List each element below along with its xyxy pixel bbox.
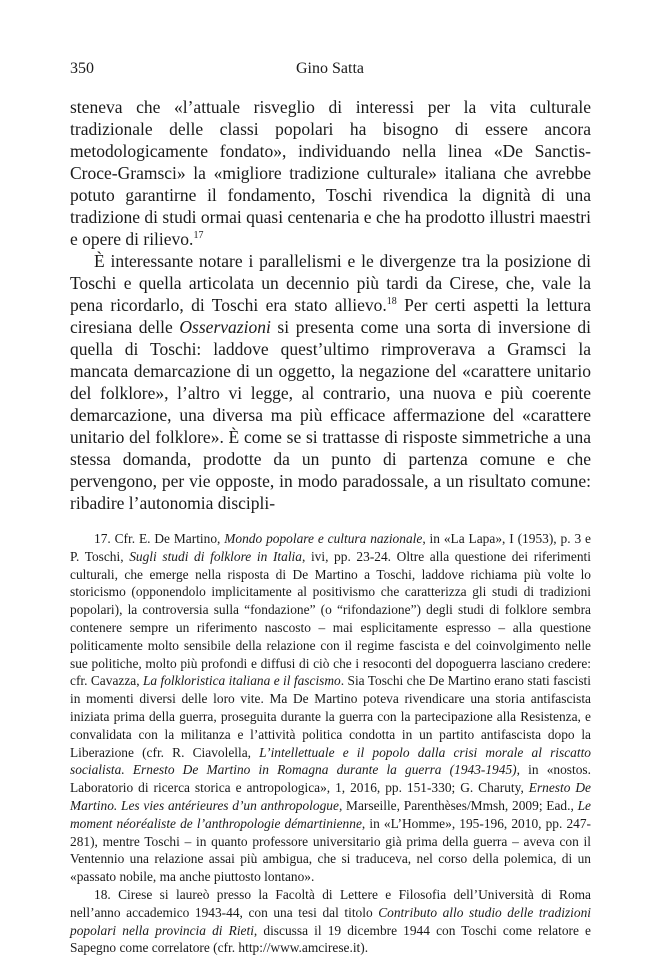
italic-text: Ernesto De Martino. Les vies antérieures d’un anthropologue xyxy=(70,780,591,813)
text-run: , in «nostos. Laboratorio di ricerca storica e antropologica», 1, 2016, pp. 151-330; G. Charuty, xyxy=(70,762,591,796)
italic-text: Le moment néoréaliste de l’anthropologie démartinienne xyxy=(70,797,592,831)
footnote-ref: 17 xyxy=(193,230,204,242)
text-run: . Sia Toschi che De Martino erano stati fascisti in momenti diversi delle loro vite. Ma De Martino poteva rivendicare una storia antifascista iniziata prima della guerra, proseguita durante la guerra con la partecipazione alla Resistenza, e convalidata con la militanza e l’attività politica condotta in un partito antifascista dopo la Liberazione (cfr. R. Ciavolella, xyxy=(70,673,591,760)
footnote-gap xyxy=(70,514,591,530)
italic-text: L’intellettuale e il popolo dalla crisi morale al riscatto socialista. Ernesto De Martino in Romagna durante la guerra (1943-1945) xyxy=(70,744,591,778)
italic-text: Mondo popolare e cultura nazionale xyxy=(224,531,423,546)
running-title: Gino Satta xyxy=(296,60,364,77)
italic-text: La folkloristica italiana e il fascismo xyxy=(142,673,341,689)
footnote xyxy=(70,530,591,886)
italic-text: Osservazioni xyxy=(179,317,271,337)
text-block xyxy=(70,96,591,957)
text-run: È interessante notare i parallelismi e le divergenze tra la posizione di Toschi e quella articolata un decennio più tardi da Cirese, che, vale la pena ricordarlo, di Toschi era stato allievo. xyxy=(70,251,591,315)
italic-text: Contributo allo studio delle tradizioni popolari nella provincia di Rieti xyxy=(70,904,591,938)
text-run: , discussa il 19 dicembre 1944 con Toschi come relatore e Sapegno come correlatore (cfr. http://www.amcirese.it). xyxy=(70,922,591,956)
main-text xyxy=(70,96,591,514)
text-run: , in «La Lapa», I (1953), p. 3 e P. Toschi, xyxy=(70,531,591,564)
text-run: steneva che «l’attuale risveglio di interessi per la vita culturale tradizionale delle classi popolari ha bisogno di essere ancora metodologicamente fondato», individuando nella linea «De Sanctis-Croce-Gramsci» la «migliore tradizione culturale» italiana che avrebbe potuto garantirne il fondamento, Toschi rivendica la dignità di una tradizione di studi ormai quasi centenaria e che ha prodotto illustri maestri e opere di rilievo. xyxy=(70,97,591,249)
page-header xyxy=(70,60,590,80)
text-run: si presenta come una sorta di inversione di quella di Toschi: laddove quest’ultimo rimproverava a Gramsci la mancata demarcazione di un oggetto, la negazione del «carattere unitario del folklore», l’altro vi legge, al contrario, una nuova e più coerente demarcazione, una diversa ma più efficace affermazione del «carattere unitario del folklore». È come se si trattasse di risposte simmetriche a una stessa domanda, prodotte da un punto di partenza comune e che pervengono, per vie opposte, in modo paradossale, a un risultato comune: ribadire l’autonomia discipli- xyxy=(70,317,591,513)
footnote-ref: 18 xyxy=(386,296,397,308)
page-number: 350 xyxy=(70,60,94,77)
body-paragraph xyxy=(70,250,591,514)
italic-text: Sugli studi di folklore in Italia xyxy=(129,548,302,564)
text-run: Per certi aspetti la lettura ciresiana delle xyxy=(70,295,591,337)
body-paragraph xyxy=(70,96,591,250)
text-run: , in «L’Homme», 195-196, 2010, pp. 247-281), mentre Toschi – in quanto professore universitario già prima della guerra – aveva con il Ventennio una relazione assai più ambigua, che si traduceva, nel corso della polemica, di un «passato nobile, ma anche piuttosto lontano». xyxy=(70,815,591,885)
text-run: , Marseille, Parenthèses/Mmsh, 2009; Ead., xyxy=(338,797,578,813)
text-run: , ivi, pp. 23-24. Oltre alla questione dei riferimenti culturali, che emerge nella risposta di De Martino a Toschi, laddove richiama più volte lo storicismo (opponendolo implicitamente al positivismo che caratterizza gli studi di tradizioni popolari), la controversia sulla “fondazione” (o “rifondazione”) degli studi di folklore sembra contenere sempre un riferimento nascosto – mai esplicitamente espresso – alla questione politicamente molto sensibile della relazione con il regime fascista e del coinvolgimento nelle sue politiche, molto più profondi e diffusi di ciò che i resoconti del dopoguerra lasciano credere: cfr. Cavazza, xyxy=(70,548,591,689)
footnotes xyxy=(70,530,591,957)
text-run: 17. Cfr. E. De Martino, xyxy=(94,531,225,546)
footnote xyxy=(70,886,591,957)
text-run: 18. Cirese si laureò presso la Facoltà di Lettere e Filosofia dell’Università di Roma nell’anno accademico 1943-44, con una tesi dal titolo xyxy=(70,886,591,920)
